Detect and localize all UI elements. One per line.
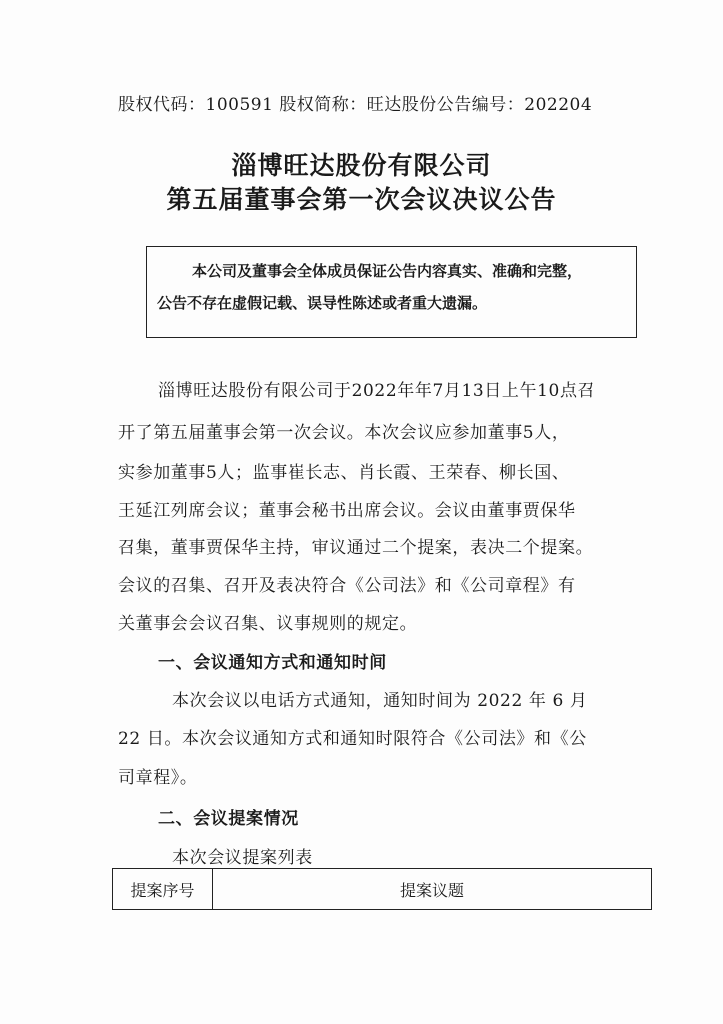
intro-line: 淄博旺达股份有限公司于2022年年7月13日上午10点召 xyxy=(158,381,596,401)
section-1-line: 司章程》。 xyxy=(118,768,198,788)
intro-line: 召集，董事贾保华主持，审议通过二个提案，表决二个提案。 xyxy=(118,538,594,558)
intro-line: 会议的召集、召开及表决符合《公司法》和《公司章程》有 xyxy=(118,576,576,596)
company-title: 淄博旺达股份有限公司 xyxy=(231,151,492,180)
intro-line: 关董事会会议召集、议事规则的规定。 xyxy=(118,614,418,634)
intro-line: 王延江列席会议；董事会秘书出席会议。会议由董事贾保华 xyxy=(118,501,576,521)
section-2-heading: 二、会议提案情况 xyxy=(158,809,299,829)
table-header-number: 提案序号 xyxy=(113,869,213,909)
proposal-table xyxy=(112,868,652,910)
section-1-line: 本次会议以电话方式通知，通知时间为 2022 年 6 月 xyxy=(172,691,588,711)
section-1-line: 22 日。本次会议通知方式和通知时限符合《公司法》和《公 xyxy=(118,729,587,749)
table-header-topic: 提案议题 xyxy=(399,880,464,900)
announcement-title: 第五届董事会第一次会议决议公告 xyxy=(166,185,557,214)
disclaimer-box xyxy=(146,246,637,338)
intro-line: 开了第五届董事会第一次会议。本次会议应参加董事5人， xyxy=(118,423,570,443)
stock-code-header: 股权代码：100591 股权简称：旺达股份公告编号：202204 xyxy=(118,95,593,115)
table-caption: 本次会议提案列表 xyxy=(172,848,313,868)
disclaimer-line-2: 公告不存在虚假记载、误导性陈述或者重大遗漏。 xyxy=(157,294,488,312)
intro-line: 实参加董事5人；监事崔长志、肖长霞、王荣春、柳长国、 xyxy=(118,463,570,483)
section-1-heading: 一、会议通知方式和通知时间 xyxy=(158,653,387,673)
disclaimer-line-1: 本公司及董事会全体成员保证公告内容真实、准确和完整， xyxy=(192,262,583,280)
